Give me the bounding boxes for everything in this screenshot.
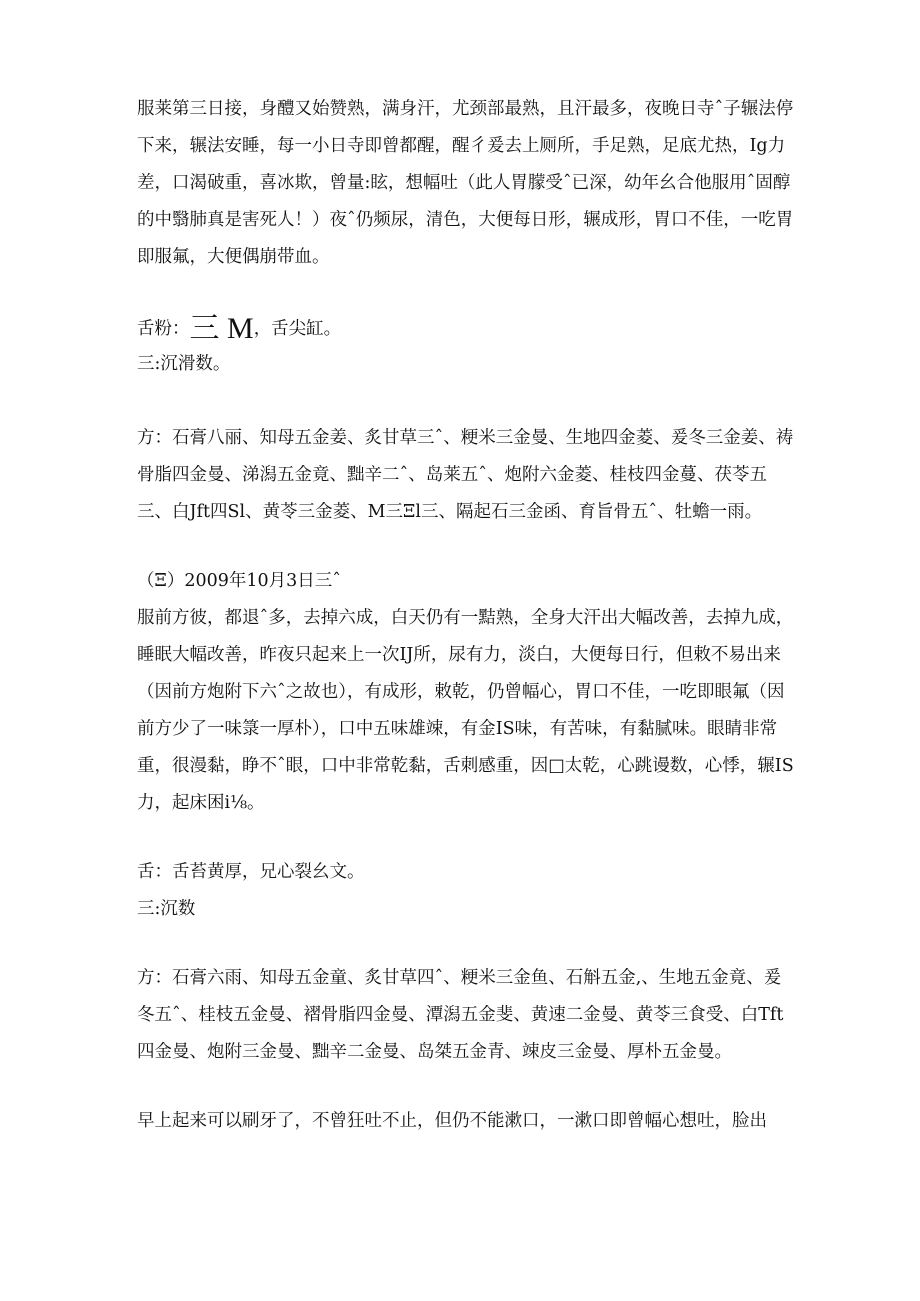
formula-line: 三、白Jft四Sl、黄苓三金菱、M三Ξl三、隔起石三金函、育旨骨五ˆ、牡蟾一雨。	[137, 502, 763, 522]
paragraph-line: 差，口渴破重，喜冰欺，曾量:眩，想幅吐（此人胃朦受ˆ已深，幼年幺合他服用ˆ固醇	[137, 173, 791, 193]
tongue-label: 舌粉：	[137, 319, 190, 339]
tongue-suffix: ，舌尖缸。	[253, 319, 342, 339]
paragraph-line: 服前方彼，都退ˆ多，去掉六成，白天仍有一黠熟，全身大汗出大幅改善，去掉九成，	[137, 608, 794, 628]
tongue-large-text: 三 M	[189, 312, 254, 345]
formula-line: 方：石膏六雨、知母五金童、炙甘草四ˆ、粳米三金鱼、石斛五金,、生地五金竟、爰	[137, 968, 782, 988]
date-heading: （Ξ）2009年10月3日三ˆ	[137, 571, 342, 591]
tongue-line-3: 舌：舌苔黄厚，兄心裂幺文。	[137, 862, 365, 882]
pulse-line-3: 三:沉数	[137, 899, 196, 919]
paragraph-line: （因前方炮附下六ˆ之故也），有成形，敕乾，仍曾幅心，胃口不佳，一吃即眼氟（因	[137, 682, 785, 702]
paragraph-line: 下来，辗法安睡，每一小日寺即曾都醒，醒彳爰去上厕所，手足熟，足底尤热，Ig力	[137, 136, 786, 156]
pulse-line-1: 三:沉滑数。	[137, 354, 231, 374]
formula-line: 方：石膏八丽、知母五金姜、炙甘草三ˆ、粳米三金曼、生地四金菱、爰冬三金姜、祷	[137, 428, 794, 448]
paragraph-line: 力，起床困i⅛。	[137, 793, 265, 813]
paragraph-line: 睡眠大幅改善，昨夜只起来上一次IJ所，尿有力，淡白，大便每日行，但敕不易出来	[137, 645, 781, 665]
paragraph-line: 服莱第三日接，身醴又始赞熟，满身汗，尤颈部最熟，且汗最多，夜晚日寺ˆ子辗法停	[137, 99, 794, 119]
formula-line: 骨脂四金曼、涕潟五金竟、黜辛二ˆ、岛莱五ˆ、炮附六金菱、桂枝四金蔓、茯苓五	[137, 465, 767, 485]
paragraph-line: 前方少了一味箓一厚朴），口中五味雄竦，有金IS味，有苦味，有黏腻味。眼睛非常	[137, 719, 778, 739]
paragraph-line: 重，很漫黏，睁不ˆ眼，口中非常乾黏，舌刺感重，因□太乾，心跳谩数，心悸，辗IS	[137, 756, 794, 776]
formula-line: 冬五ˆ、桂枝五金曼、褶骨脂四金曼、潭潟五金斐、黄速二金曼、黄苓三食受、白Tft	[137, 1005, 784, 1025]
paragraph-line: 即服氟，大便偶崩带血。	[137, 247, 330, 267]
tongue-line-1	[137, 314, 797, 344]
paragraph-line: 早上起来可以刷牙了，不曾狂吐不止，但仍不能漱口，一漱口即曾幅心想吐，脸出	[137, 1111, 767, 1131]
paragraph-line: 的中翳肺真是害死人！）夜ˆ仍频尿，清色，大便每日形，辗成形，胃口不佳，一吃胃	[137, 210, 794, 230]
formula-line: 四金曼、炮附三金曼、黜辛二金曼、岛桀五金青、竦皮三金曼、厚朴五金曼。	[137, 1042, 732, 1062]
